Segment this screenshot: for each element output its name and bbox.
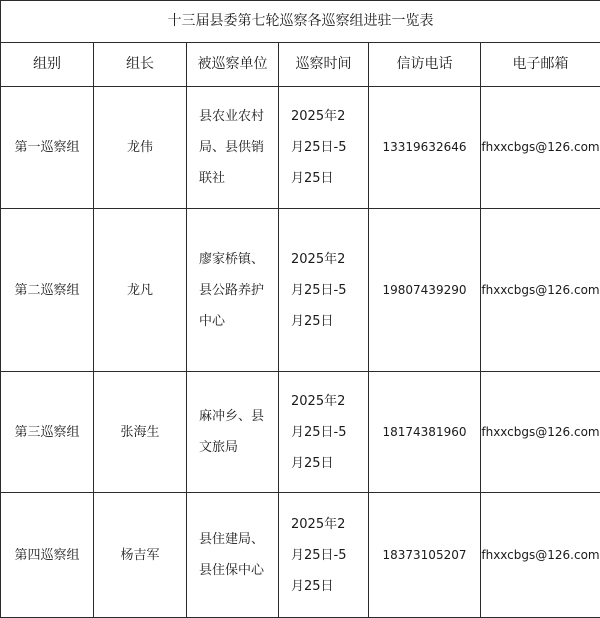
column-header-group: 组别: [1, 43, 94, 87]
units-text: 麻冲乡、县文旅局: [199, 401, 266, 463]
group-cell: 第二巡察组: [1, 209, 94, 372]
email-cell: fhxxcbgs@126.com: [481, 372, 600, 493]
table-title: 十三届县委第七轮巡察各巡察组进驻一览表: [1, 1, 600, 43]
phone-cell: 18174381960: [369, 372, 481, 493]
column-header-email: 电子邮箱: [481, 43, 600, 87]
units-text: 廖家桥镇、县公路养护中心: [199, 244, 266, 337]
table-row: [1, 209, 600, 372]
table-row: [1, 372, 600, 493]
phone-cell: 13319632646: [369, 87, 481, 209]
email-cell: fhxxcbgs@126.com: [481, 209, 600, 372]
phone-cell: 18373105207: [369, 493, 481, 618]
period-cell: [279, 372, 369, 493]
units-cell: [187, 372, 279, 493]
header-row: [1, 43, 600, 87]
leader-cell: 张海生: [94, 372, 187, 493]
period-text: 2025年2月25日-5月25日: [291, 509, 356, 602]
leader-cell: 龙凡: [94, 209, 187, 372]
group-cell: 第一巡察组: [1, 87, 94, 209]
units-text: 县住建局、县住保中心: [199, 524, 266, 586]
leader-cell: 杨吉军: [94, 493, 187, 618]
period-text: 2025年2月25日-5月25日: [291, 244, 356, 337]
column-header-period: 巡察时间: [279, 43, 369, 87]
phone-cell: 19807439290: [369, 209, 481, 372]
period-cell: [279, 209, 369, 372]
units-cell: [187, 209, 279, 372]
column-header-units: 被巡察单位: [187, 43, 279, 87]
table-row: [1, 493, 600, 618]
period-cell: [279, 493, 369, 618]
units-cell: [187, 493, 279, 618]
period-text: 2025年2月25日-5月25日: [291, 101, 356, 194]
table-row: [1, 87, 600, 209]
units-text: 县农业农村局、县供销联社: [199, 101, 266, 194]
column-header-phone: 信访电话: [369, 43, 481, 87]
email-cell: fhxxcbgs@126.com: [481, 87, 600, 209]
period-text: 2025年2月25日-5月25日: [291, 386, 356, 479]
group-cell: 第四巡察组: [1, 493, 94, 618]
group-cell: 第三巡察组: [1, 372, 94, 493]
units-cell: [187, 87, 279, 209]
period-cell: [279, 87, 369, 209]
column-header-leader: 组长: [94, 43, 187, 87]
email-cell: fhxxcbgs@126.com: [481, 493, 600, 618]
leader-cell: 龙伟: [94, 87, 187, 209]
